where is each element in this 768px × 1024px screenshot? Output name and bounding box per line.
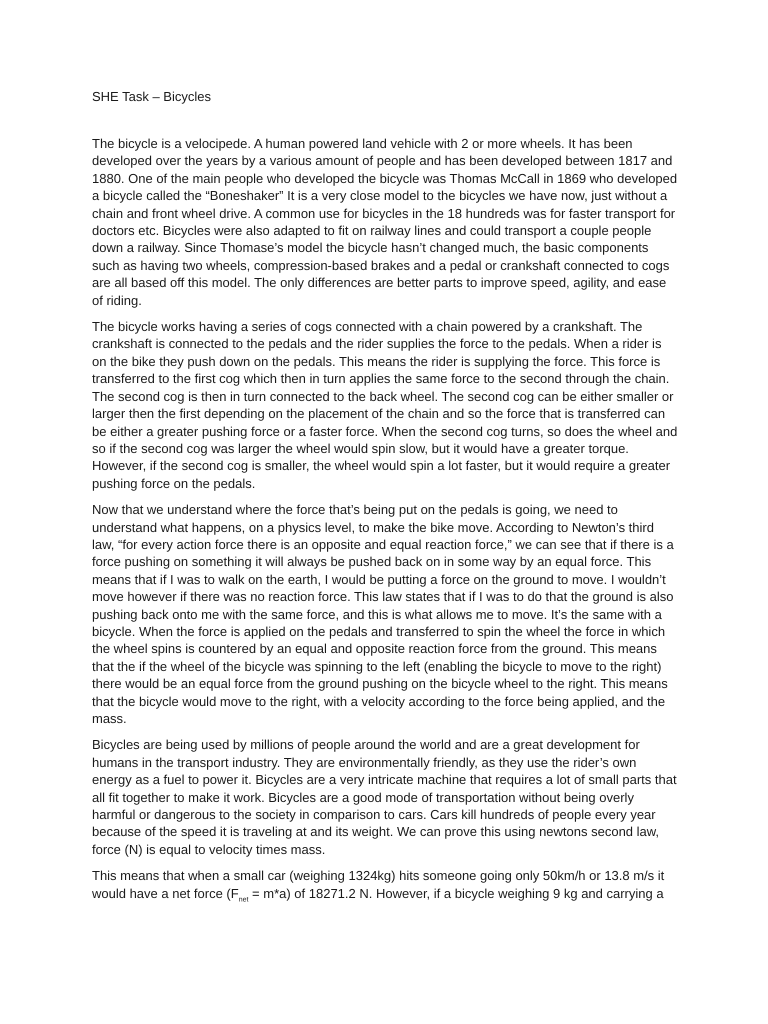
paragraph-force-comparison — [92, 867, 678, 902]
net-subscript: net — [238, 896, 249, 904]
paragraph-mechanics: The bicycle works having a series of cogs connected with a chain powered by a crankshaft. The crankshaft is connected to the pedals and the rider supplies the force to the pedals. When a rider is on the bike they push down on the pedals. This means the rider is supplying the force. This force is transferred to the first cog which then in turn applies the same force to the second through the chain. The second cog is then in turn connected to the back wheel. The second cog can be either smaller or larger then the first depending on the placement of the chain and so the force that is transferred can be either a greater pushing force or a faster force. When the second cog turns, so does the wheel and so if the second cog was larger the wheel would spin slow, but it would have a greater torque. However, if the second cog is smaller, the wheel would spin a lot faster, but it would require a greater pushing force on the pedals. — [92, 319, 678, 491]
paragraph-force-text-end: = m*a) of 18271.2 N. However, if a bicycle weighing 9 kg and carrying a — [248, 885, 664, 901]
paragraph-benefits: Bicycles are being used by millions of people around the world and are a great development for humans in the transport industry. They are environmentally friendly, as they use the rider’s own energy as a fuel to power it. Bicycles are a very intricate machine that requires a lot of small parts that all fit together to make it work. Bicycles are a good mode of transportation without being overly harmful or dangerous to the society in comparison to cars. Cars kill hundreds of people every year because of the speed it is traveling at and its weight. We can prove this using newtons second law, force (N) is equal to velocity times mass. — [92, 737, 677, 857]
document-body — [92, 88, 678, 902]
paragraph-force-text-start: This means that when a small car (weighing 1324kg) hits someone going only 50km/h or 13.8 m/s it would have a net force (F — [92, 868, 665, 901]
document-title: SHE Task – Bicycles — [92, 89, 211, 104]
paragraph-physics: Now that we understand where the force that’s being put on the pedals is going, we need to understand what happens, on a physics level, to make the bike move. According to Newton’s third law, “for every action force there is an opposite and equal reaction force,” we can see that if there is a force pushing on something it will always be pushed back on in some way by an equal force. This means that if I was to walk on the earth, I would be putting a force on the ground to move. I wouldn’t move however if there was no reaction force. This law states that if I was to do that the ground is also pushing back onto me with the same force, and this is what allows me to move. It’s the same with a bicycle. When the force is applied on the pedals and transferred to spin the wheel the force in which the wheel spins is countered by an equal and opposite reaction force from the ground. This means that the if the wheel of the bicycle was spinning to the left (enabling the bicycle to move to the right) there would be an equal force from the ground pushing on the bicycle wheel to the right. This means that the bicycle would move to the right, with a velocity according to the force being applied, and the mass. — [92, 502, 674, 726]
paragraph-history: The bicycle is a velocipede. A human powered land vehicle with 2 or more wheels. It has been developed over the years by a various amount of people and has been developed between 1817 and 1880. One of the main people who developed the bicycle was Thomas McCall in 1869 who developed a bicycle called the “Boneshaker” It is a very close model to the bicycles we have now, just without a chain and front wheel drive. A common use for bicycles in the 18 hundreds was for faster transport for doctors etc. Bicycles were also adapted to fit on railway lines and could transport a couple people down a railway. Since Thomase’s model the bicycle hasn’t changed much, the basic components such as having two wheels, compression-based brakes and a pedal or crankshaft connected to cogs are all based off this model. The only differences are better parts to improve speed, agility, and ease of riding. — [92, 136, 678, 308]
